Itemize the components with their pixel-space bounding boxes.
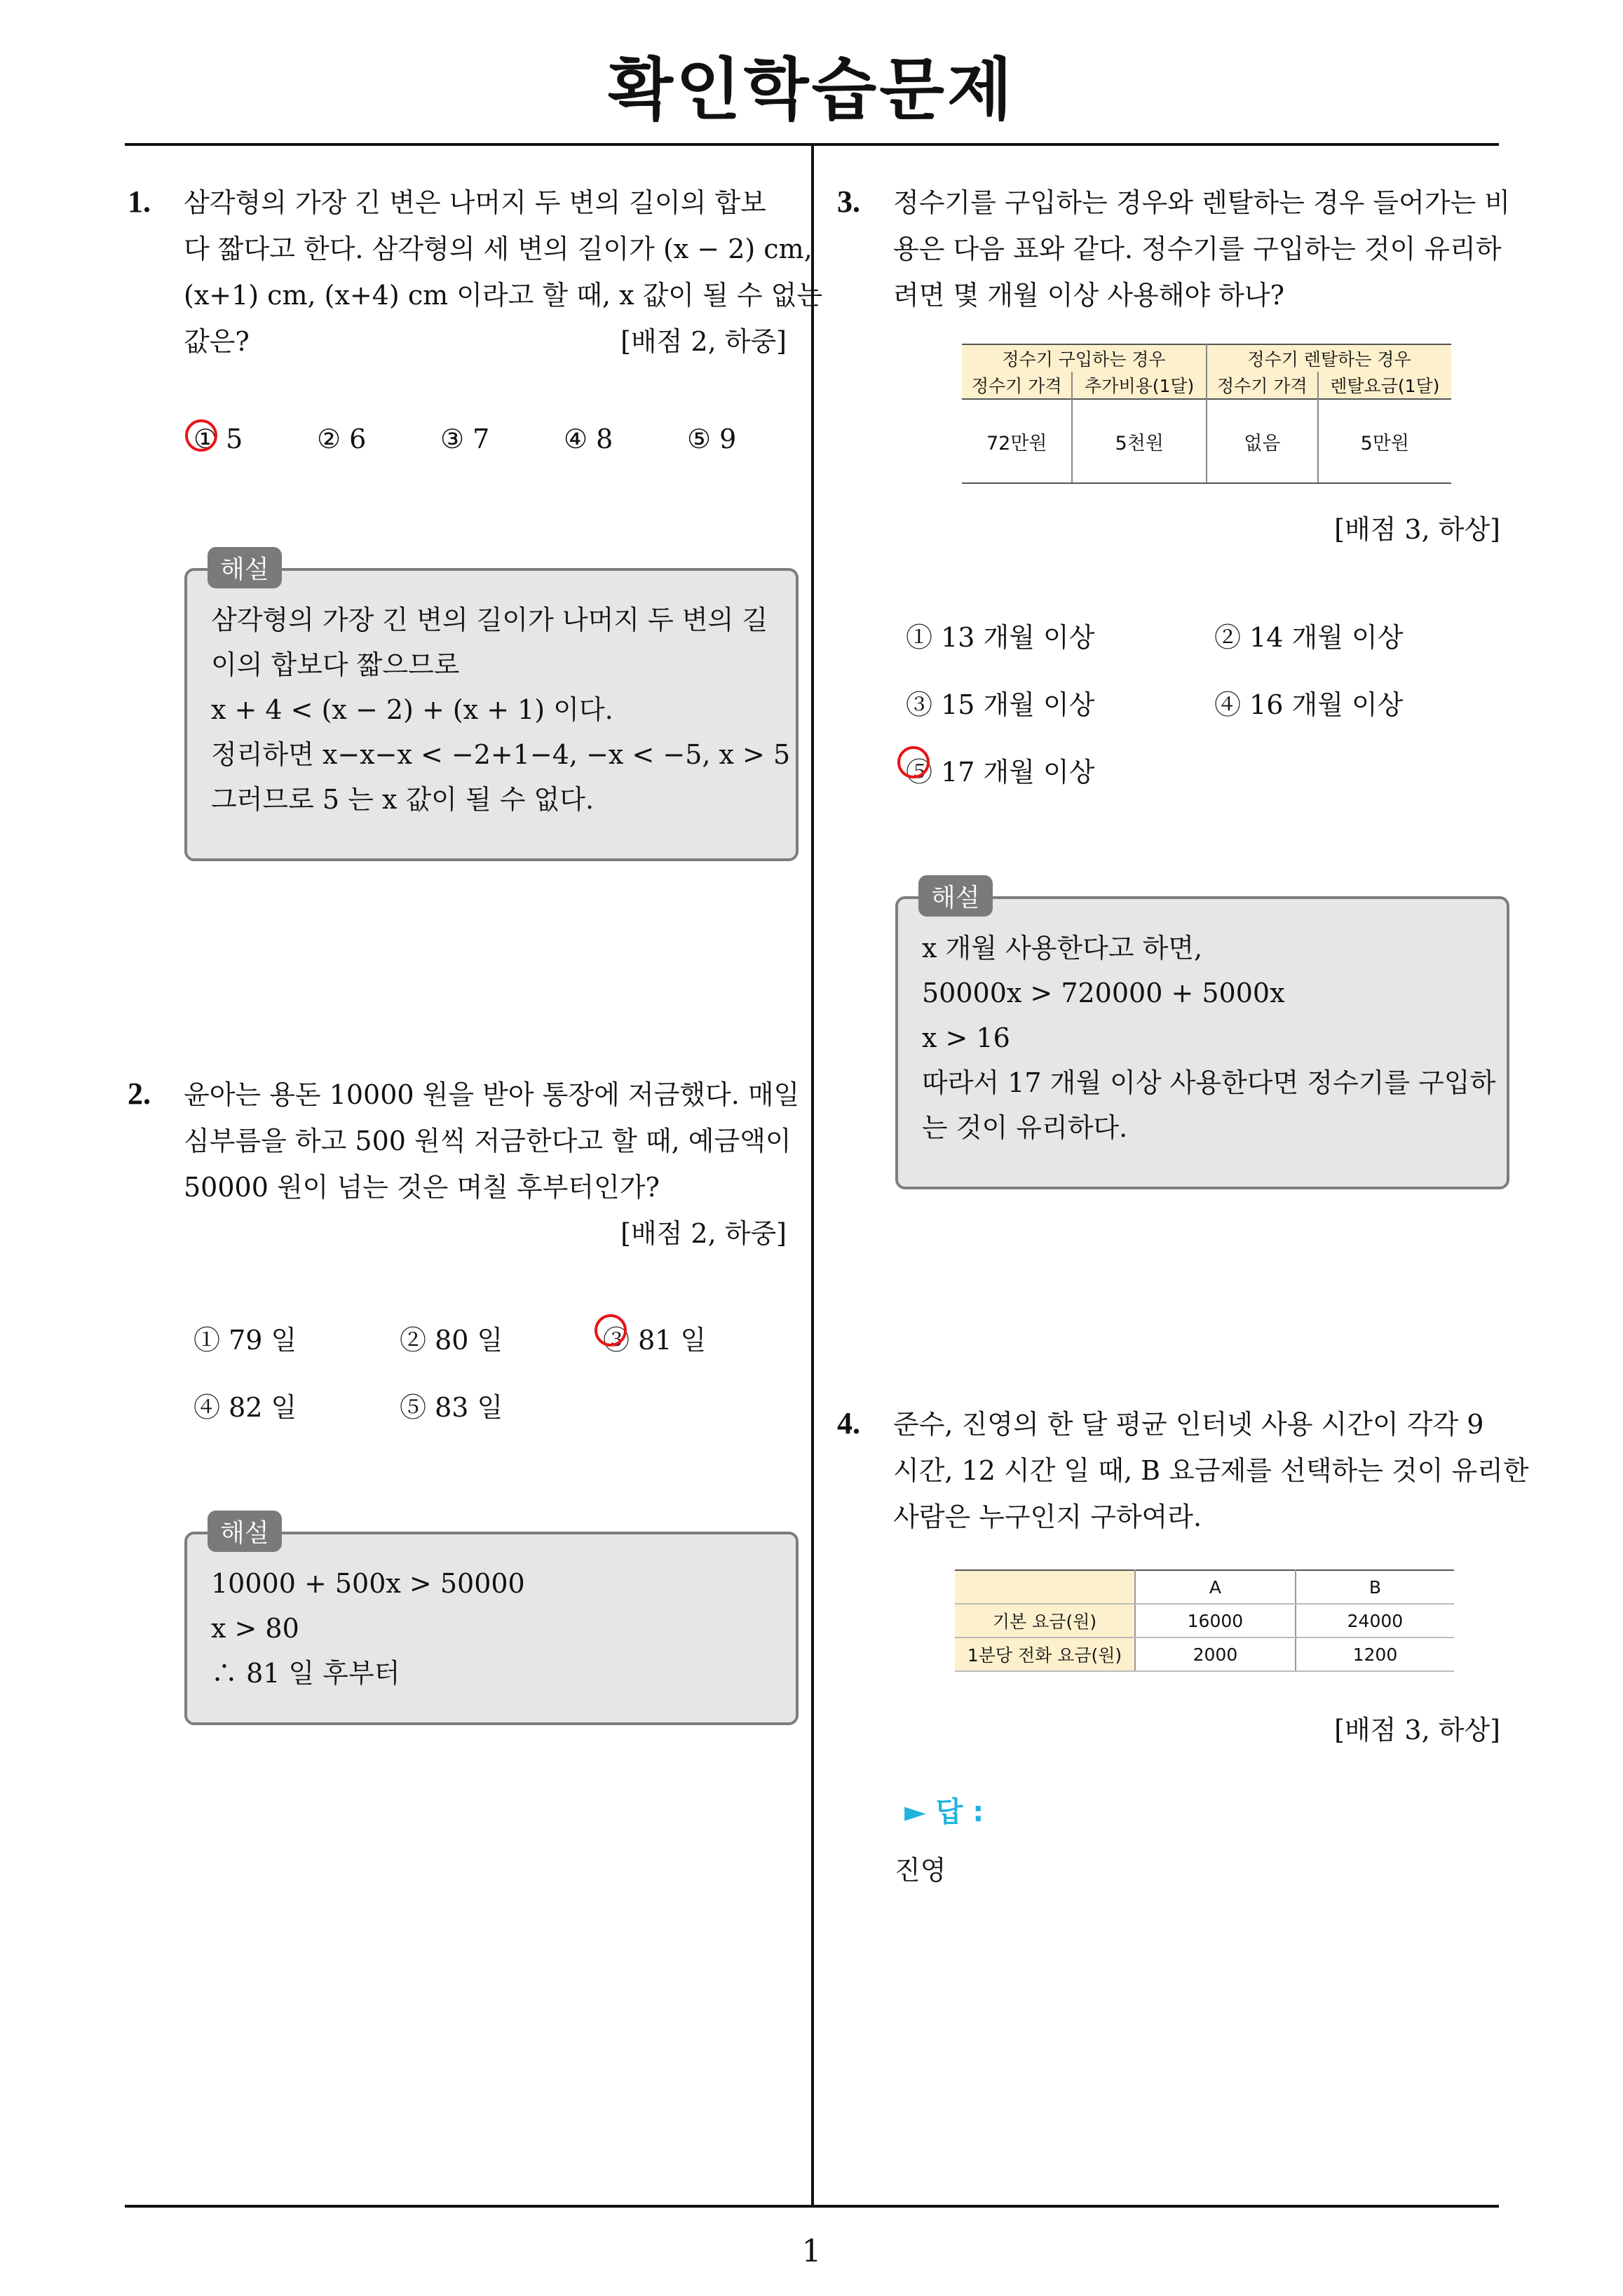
question-line: 사람은 누구인지 구하여라. [893, 1501, 1202, 1532]
purifier-cost-table [962, 344, 1451, 484]
points-label: [배점 2, 하중] [620, 326, 787, 357]
question-line: 심부름을 하고 500 원씩 저금한다고 할 때, 예금액이 [184, 1126, 792, 1156]
choice-4[interactable]: ④ 16 개월 이상 [1214, 689, 1404, 720]
question-number: 2. [128, 1076, 151, 1111]
choice-1[interactable]: ① 79 일 [193, 1325, 297, 1356]
question-number: 1. [128, 184, 151, 219]
question-line: 50000 원이 넘는 것은 며칠 후부터인가? [184, 1172, 660, 1203]
explanation-line: x > 80 [211, 1613, 299, 1644]
explanation-line: x + 4 < (x − 2) + (x + 1) 이다. [211, 694, 613, 725]
points-label: [배점 3, 하상] [1334, 1715, 1500, 1745]
choice-3[interactable]: ③ 15 개월 이상 [906, 689, 1095, 720]
explanation-line: 50000x > 720000 + 5000x [922, 978, 1285, 1008]
answer-mark [185, 419, 217, 452]
question-line: 윤아는 용돈 10000 원을 받아 통장에 저금했다. 매일 [184, 1079, 800, 1110]
explanation-line: x 개월 사용한다고 하면, [922, 933, 1203, 964]
explanation-line: 정리하면 x−x−x < −2+1−4, −x < −5, x > 5 [211, 739, 791, 770]
table-header: 정수기 가격 [1207, 372, 1318, 399]
explanation-line: ∴ 81 일 후부터 [211, 1658, 400, 1689]
table-cell: 16000 [1135, 1604, 1296, 1637]
question-line: 시간, 12 시간 일 때, B 요금제를 선택하는 것이 유리한 [893, 1455, 1529, 1486]
table-header: 추가비용(1달) [1072, 372, 1207, 399]
explanation-box [184, 568, 799, 861]
question-line: 려면 몇 개월 이상 사용해야 하나? [893, 280, 1284, 311]
page-number: 1 [801, 2234, 822, 2269]
explanation-line: 10000 + 500x > 50000 [211, 1568, 525, 1599]
explanation-line: 는 것이 유리하다. [922, 1112, 1128, 1143]
choice-5[interactable]: ⑤ 17 개월 이상 [906, 757, 1095, 788]
choice-1[interactable]: ① 5 [193, 424, 243, 454]
question-number: 4. [837, 1406, 860, 1440]
question-line: (x+1) cm, (x+4) cm 이라고 할 때, x 값이 될 수 없는 [184, 280, 823, 311]
choice-4[interactable]: ④ 82 일 [193, 1392, 297, 1423]
question-line: 정수기를 구입하는 경우와 렌탈하는 경우 들어가는 비 [893, 187, 1511, 218]
question-number: 3. [837, 184, 860, 219]
explanation-line: 따라서 17 개월 이상 사용한다면 정수기를 구입하 [922, 1067, 1496, 1098]
explanation-line: 그러므로 5 는 x 값이 될 수 없다. [211, 784, 595, 815]
table-group-header: 정수기 렌탈하는 경우 [1207, 344, 1451, 372]
explanation-box [895, 896, 1509, 1189]
choice-4[interactable]: ④ 8 [564, 424, 613, 454]
points-label: [배점 3, 하상] [1334, 514, 1500, 545]
table-row-label: 1분당 전화 요금(원) [955, 1637, 1135, 1671]
rate-plan-table [955, 1569, 1454, 1672]
table-cell: 1200 [1296, 1637, 1454, 1671]
choice-2[interactable]: ② 14 개월 이상 [1214, 622, 1404, 653]
choice-3[interactable]: ③ 7 [440, 424, 490, 454]
explanation-label: 해설 [918, 875, 993, 917]
question-text [184, 1072, 850, 1210]
question-line: 삼각형의 가장 긴 변은 나머지 두 변의 길이의 합보 [184, 187, 766, 218]
choice-3[interactable]: ③ 81 일 [603, 1325, 707, 1356]
answer-label: ► 답 : [904, 1796, 984, 1828]
choice-5[interactable]: ⑤ 83 일 [400, 1392, 503, 1423]
table-cell: 없음 [1207, 399, 1318, 483]
answer-text: 진영 [895, 1855, 946, 1886]
choice-5[interactable]: ⑤ 9 [687, 424, 737, 454]
choice-2[interactable]: ② 6 [317, 424, 367, 454]
answer-mark [897, 746, 930, 778]
table-cell: 72만원 [962, 399, 1072, 483]
table-cell: 5천원 [1072, 399, 1207, 483]
bottom-rule [125, 2205, 1499, 2208]
explanation-line: 이의 합보다 짧으므로 [211, 649, 460, 680]
answer-mark [595, 1314, 627, 1346]
table-header: 정수기 가격 [971, 376, 1062, 396]
explanation-label: 해설 [208, 547, 282, 588]
explanation-box [184, 1532, 799, 1725]
explanation-label: 해설 [208, 1511, 282, 1552]
table-header: B [1296, 1570, 1454, 1604]
question-line: 값은? [184, 326, 250, 357]
question-text [893, 1401, 1529, 1540]
table-header: A [1135, 1570, 1296, 1604]
table-group-header: 정수기 구입하는 경우 [1002, 349, 1166, 370]
question-text [893, 180, 1524, 318]
question-line: 다 짧다고 한다. 삼각형의 세 변의 길이가 (x − 2) cm, [184, 234, 813, 264]
table-cell: 24000 [1296, 1604, 1454, 1637]
table-cell: 2000 [1135, 1637, 1296, 1671]
table-header [955, 1570, 1135, 1604]
table-row-label: 기본 요금(원) [955, 1604, 1135, 1637]
choice-1[interactable]: ① 13 개월 이상 [906, 622, 1095, 653]
table-cell: 5만원 [1318, 399, 1451, 483]
question-line: 준수, 진영의 한 달 평균 인터넷 사용 시간이 각각 9 [893, 1409, 1484, 1440]
explanation-line: x > 16 [922, 1022, 1010, 1053]
points-label: [배점 2, 하중] [620, 1218, 787, 1249]
table-header: 렌탈요금(1달) [1318, 372, 1451, 399]
explanation-line: 삼각형의 가장 긴 변의 길이가 나머지 두 변의 길 [211, 605, 768, 635]
choice-2[interactable]: ② 80 일 [400, 1325, 503, 1356]
page-title: 확인학습문제 [608, 50, 1015, 129]
question-line: 용은 다음 표와 같다. 정수기를 구입하는 것이 유리하 [893, 234, 1502, 264]
